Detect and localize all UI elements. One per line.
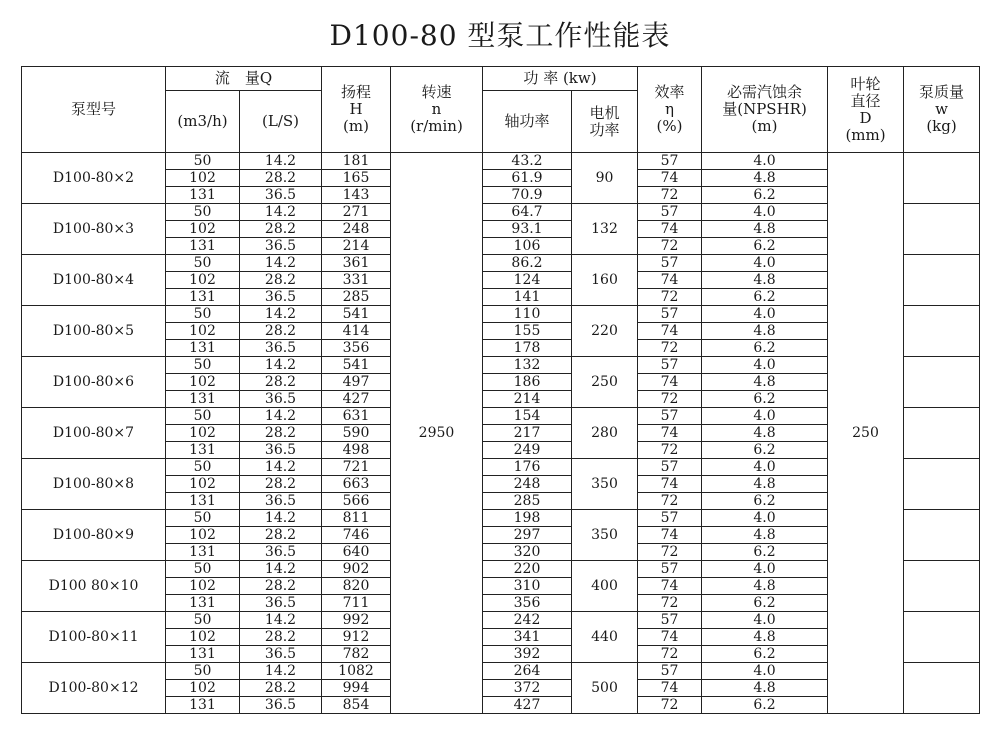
head-cell: 566 — [322, 493, 391, 510]
flow-ls-cell: 36.5 — [240, 187, 322, 204]
shaft-power-cell: 124 — [483, 272, 572, 289]
flow-ls-cell: 28.2 — [240, 374, 322, 391]
head-cell: 721 — [322, 459, 391, 476]
flow-ls-cell: 14.2 — [240, 459, 322, 476]
efficiency-cell: 72 — [638, 697, 702, 714]
header-npsh-line2: 量(NPSHR) — [722, 100, 807, 118]
head-cell: 248 — [322, 221, 391, 238]
performance-table — [21, 66, 980, 714]
motor-power-cell: 350 — [572, 510, 638, 561]
efficiency-cell: 72 — [638, 493, 702, 510]
efficiency-cell: 57 — [638, 204, 702, 221]
flow-ls-cell: 14.2 — [240, 561, 322, 578]
head-cell: 994 — [322, 680, 391, 697]
table-body — [22, 153, 980, 714]
flow-m3h-cell: 131 — [166, 289, 240, 306]
flow-m3h-cell: 131 — [166, 187, 240, 204]
flow-m3h-cell: 131 — [166, 493, 240, 510]
flow-ls-cell: 36.5 — [240, 544, 322, 561]
flow-m3h-cell: 50 — [166, 255, 240, 272]
head-cell: 271 — [322, 204, 391, 221]
flow-m3h-cell: 102 — [166, 221, 240, 238]
npshr-cell: 4.8 — [702, 680, 828, 697]
page-title: D100-80 型泵工作性能表 — [329, 19, 671, 52]
head-cell: 541 — [322, 357, 391, 374]
mass-cell — [904, 612, 980, 663]
flow-m3h-cell: 131 — [166, 544, 240, 561]
npshr-cell: 4.8 — [702, 629, 828, 646]
head-cell: 165 — [322, 170, 391, 187]
header-eff-line2: η — [665, 100, 675, 118]
head-cell: 143 — [322, 187, 391, 204]
header-shaft-power: 轴功率 — [483, 91, 572, 153]
pump-model-cell: D100-80×3 — [22, 204, 166, 255]
header-motor-line2: 功率 — [589, 120, 620, 139]
flow-m3h-cell: 131 — [166, 442, 240, 459]
flow-ls-cell: 36.5 — [240, 697, 322, 714]
header-mass-line2: w — [935, 100, 948, 118]
flow-ls-cell: 28.2 — [240, 680, 322, 697]
efficiency-cell: 72 — [638, 289, 702, 306]
head-cell: 902 — [322, 561, 391, 578]
head-cell: 497 — [322, 374, 391, 391]
flow-m3h-cell: 50 — [166, 204, 240, 221]
efficiency-cell: 74 — [638, 221, 702, 238]
header-imp-line1: 叶轮 — [850, 74, 881, 93]
flow-ls-cell: 36.5 — [240, 646, 322, 663]
table-header — [22, 67, 980, 153]
flow-ls-cell: 14.2 — [240, 255, 322, 272]
npshr-cell: 4.0 — [702, 663, 828, 680]
flow-m3h-cell: 131 — [166, 697, 240, 714]
table-row — [22, 153, 980, 170]
flow-ls-cell: 14.2 — [240, 663, 322, 680]
npshr-cell: 4.0 — [702, 204, 828, 221]
shaft-power-cell: 176 — [483, 459, 572, 476]
npshr-cell: 4.0 — [702, 357, 828, 374]
flow-ls-cell: 28.2 — [240, 272, 322, 289]
flow-m3h-cell: 102 — [166, 578, 240, 595]
shaft-power-cell: 356 — [483, 595, 572, 612]
flow-m3h-cell: 50 — [166, 306, 240, 323]
flow-m3h-cell: 50 — [166, 408, 240, 425]
efficiency-cell: 72 — [638, 595, 702, 612]
head-cell: 992 — [322, 612, 391, 629]
shaft-power-cell: 106 — [483, 238, 572, 255]
flow-m3h-cell: 131 — [166, 340, 240, 357]
npshr-cell: 4.8 — [702, 323, 828, 340]
head-cell: 711 — [322, 595, 391, 612]
head-cell: 746 — [322, 527, 391, 544]
pump-model-cell: D100-80×2 — [22, 153, 166, 204]
head-cell: 498 — [322, 442, 391, 459]
header-speed-line3: (r/min) — [410, 117, 463, 135]
shaft-power-cell: 248 — [483, 476, 572, 493]
flow-ls-cell: 36.5 — [240, 595, 322, 612]
flow-ls-cell: 36.5 — [240, 289, 322, 306]
npshr-cell: 4.0 — [702, 510, 828, 527]
mass-cell — [904, 153, 980, 204]
npshr-cell: 4.0 — [702, 459, 828, 476]
efficiency-cell: 72 — [638, 544, 702, 561]
shaft-power-cell: 297 — [483, 527, 572, 544]
shaft-power-cell: 242 — [483, 612, 572, 629]
head-cell: 1082 — [322, 663, 391, 680]
efficiency-cell: 72 — [638, 442, 702, 459]
motor-power-cell: 500 — [572, 663, 638, 714]
npshr-cell: 4.8 — [702, 272, 828, 289]
shaft-power-cell: 220 — [483, 561, 572, 578]
npshr-cell: 4.0 — [702, 255, 828, 272]
mass-cell — [904, 357, 980, 408]
motor-power-cell: 400 — [572, 561, 638, 612]
flow-ls-cell: 14.2 — [240, 306, 322, 323]
header-head-line2: H — [349, 100, 363, 118]
shaft-power-cell: 310 — [483, 578, 572, 595]
flow-ls-cell: 14.2 — [240, 510, 322, 527]
efficiency-cell: 57 — [638, 561, 702, 578]
efficiency-cell: 74 — [638, 272, 702, 289]
header-speed-line2: n — [431, 100, 442, 118]
npshr-cell: 4.8 — [702, 527, 828, 544]
npshr-cell: 6.2 — [702, 442, 828, 459]
flow-m3h-cell: 102 — [166, 680, 240, 697]
flow-ls-cell: 14.2 — [240, 357, 322, 374]
header-flow-m3h: (m3/h) — [166, 91, 240, 153]
impeller-cell: 250 — [828, 153, 904, 714]
header-eff-line1: 效率 — [654, 83, 685, 101]
shaft-power-cell: 427 — [483, 697, 572, 714]
efficiency-cell: 57 — [638, 408, 702, 425]
npshr-cell: 4.8 — [702, 425, 828, 442]
efficiency-cell: 72 — [638, 187, 702, 204]
npshr-cell: 6.2 — [702, 544, 828, 561]
flow-ls-cell: 28.2 — [240, 425, 322, 442]
pump-model-cell: D100-80×12 — [22, 663, 166, 714]
shaft-power-cell: 217 — [483, 425, 572, 442]
efficiency-cell: 57 — [638, 510, 702, 527]
flow-ls-cell: 36.5 — [240, 493, 322, 510]
shaft-power-cell: 43.2 — [483, 153, 572, 170]
flow-ls-cell: 14.2 — [240, 408, 322, 425]
efficiency-cell: 57 — [638, 255, 702, 272]
flow-m3h-cell: 102 — [166, 374, 240, 391]
flow-ls-cell: 28.2 — [240, 476, 322, 493]
flow-m3h-cell: 131 — [166, 391, 240, 408]
header-power: 功 率 (kw) — [483, 67, 638, 91]
npshr-cell: 4.8 — [702, 578, 828, 595]
header-flow: 流 量Q — [166, 67, 322, 91]
flow-m3h-cell: 102 — [166, 527, 240, 544]
mass-cell — [904, 459, 980, 510]
motor-power-cell: 90 — [572, 153, 638, 204]
npshr-cell: 6.2 — [702, 697, 828, 714]
speed-cell: 2950 — [391, 153, 483, 714]
shaft-power-cell: 264 — [483, 663, 572, 680]
npshr-cell: 6.2 — [702, 493, 828, 510]
head-cell: 181 — [322, 153, 391, 170]
motor-power-cell: 160 — [572, 255, 638, 306]
shaft-power-cell: 178 — [483, 340, 572, 357]
efficiency-cell: 57 — [638, 663, 702, 680]
motor-power-cell: 280 — [572, 408, 638, 459]
flow-ls-cell: 28.2 — [240, 629, 322, 646]
flow-m3h-cell: 50 — [166, 561, 240, 578]
head-cell: 631 — [322, 408, 391, 425]
efficiency-cell: 72 — [638, 238, 702, 255]
header-model: 泵型号 — [22, 67, 166, 153]
motor-power-cell: 440 — [572, 612, 638, 663]
flow-m3h-cell: 131 — [166, 595, 240, 612]
npshr-cell: 4.0 — [702, 561, 828, 578]
head-cell: 854 — [322, 697, 391, 714]
flow-ls-cell: 28.2 — [240, 323, 322, 340]
efficiency-cell: 57 — [638, 459, 702, 476]
mass-cell — [904, 663, 980, 714]
flow-m3h-cell: 50 — [166, 357, 240, 374]
head-cell: 663 — [322, 476, 391, 493]
head-cell: 811 — [322, 510, 391, 527]
flow-m3h-cell: 131 — [166, 238, 240, 255]
shaft-power-cell: 341 — [483, 629, 572, 646]
shaft-power-cell: 155 — [483, 323, 572, 340]
npshr-cell: 4.8 — [702, 476, 828, 493]
head-cell: 640 — [322, 544, 391, 561]
header-flow-ls: (L/S) — [240, 91, 322, 153]
shaft-power-cell: 86.2 — [483, 255, 572, 272]
head-cell: 590 — [322, 425, 391, 442]
flow-m3h-cell: 50 — [166, 153, 240, 170]
flow-ls-cell: 36.5 — [240, 442, 322, 459]
shaft-power-cell: 132 — [483, 357, 572, 374]
mass-cell — [904, 306, 980, 357]
header-impeller — [828, 67, 904, 153]
flow-m3h-cell: 131 — [166, 646, 240, 663]
header-mass-line1: 泵质量 — [919, 83, 965, 101]
header-motor-line1: 电机 — [589, 103, 620, 122]
pump-model-cell: D100-80×5 — [22, 306, 166, 357]
header-mass — [904, 67, 980, 153]
motor-power-cell: 350 — [572, 459, 638, 510]
npshr-cell: 6.2 — [702, 289, 828, 306]
header-npsh-line1: 必需汽蚀余 — [727, 83, 803, 101]
flow-ls-cell: 36.5 — [240, 238, 322, 255]
flow-ls-cell: 14.2 — [240, 153, 322, 170]
npshr-cell: 6.2 — [702, 187, 828, 204]
mass-cell — [904, 204, 980, 255]
shaft-power-cell: 110 — [483, 306, 572, 323]
head-cell: 541 — [322, 306, 391, 323]
npshr-cell: 6.2 — [702, 340, 828, 357]
shaft-power-cell: 141 — [483, 289, 572, 306]
npshr-cell: 4.0 — [702, 612, 828, 629]
shaft-power-cell: 154 — [483, 408, 572, 425]
head-cell: 285 — [322, 289, 391, 306]
mass-cell — [904, 561, 980, 612]
head-cell: 427 — [322, 391, 391, 408]
pump-model-cell: D100-80×4 — [22, 255, 166, 306]
motor-power-cell: 250 — [572, 357, 638, 408]
efficiency-cell: 57 — [638, 612, 702, 629]
npshr-cell: 6.2 — [702, 238, 828, 255]
shaft-power-cell: 320 — [483, 544, 572, 561]
efficiency-cell: 74 — [638, 476, 702, 493]
flow-ls-cell: 28.2 — [240, 527, 322, 544]
pump-model-cell: D100-80×6 — [22, 357, 166, 408]
header-imp-line3: D — [859, 108, 872, 127]
efficiency-cell: 57 — [638, 306, 702, 323]
flow-ls-cell: 36.5 — [240, 340, 322, 357]
npshr-cell: 4.8 — [702, 170, 828, 187]
flow-ls-cell: 28.2 — [240, 578, 322, 595]
shaft-power-cell: 70.9 — [483, 187, 572, 204]
shaft-power-cell: 64.7 — [483, 204, 572, 221]
flow-ls-cell: 28.2 — [240, 170, 322, 187]
efficiency-cell: 72 — [638, 340, 702, 357]
head-cell: 214 — [322, 238, 391, 255]
efficiency-cell: 74 — [638, 527, 702, 544]
flow-ls-cell: 14.2 — [240, 612, 322, 629]
pump-model-cell: D100-80×11 — [22, 612, 166, 663]
efficiency-cell: 74 — [638, 578, 702, 595]
header-mass-line3: (kg) — [926, 117, 957, 135]
shaft-power-cell: 198 — [483, 510, 572, 527]
motor-power-cell: 220 — [572, 306, 638, 357]
shaft-power-cell: 61.9 — [483, 170, 572, 187]
flow-m3h-cell: 102 — [166, 425, 240, 442]
flow-m3h-cell: 102 — [166, 272, 240, 289]
head-cell: 912 — [322, 629, 391, 646]
header-npshr — [702, 67, 828, 153]
efficiency-cell: 74 — [638, 425, 702, 442]
flow-m3h-cell: 102 — [166, 170, 240, 187]
flow-ls-cell: 14.2 — [240, 204, 322, 221]
pump-model-cell: D100-80×9 — [22, 510, 166, 561]
header-eff-line3: (%) — [656, 117, 683, 135]
flow-ls-cell: 36.5 — [240, 391, 322, 408]
efficiency-cell: 57 — [638, 153, 702, 170]
flow-ls-cell: 28.2 — [240, 221, 322, 238]
header-motor-power — [572, 91, 638, 153]
header-head-line1: 扬程 — [340, 83, 371, 101]
head-cell: 782 — [322, 646, 391, 663]
mass-cell — [904, 255, 980, 306]
npshr-cell: 4.0 — [702, 306, 828, 323]
efficiency-cell: 74 — [638, 680, 702, 697]
header-efficiency — [638, 67, 702, 153]
shaft-power-cell: 372 — [483, 680, 572, 697]
npshr-cell: 6.2 — [702, 391, 828, 408]
npshr-cell: 4.0 — [702, 153, 828, 170]
motor-power-cell: 132 — [572, 204, 638, 255]
pump-model-cell: D100-80×7 — [22, 408, 166, 459]
npshr-cell: 4.0 — [702, 408, 828, 425]
head-cell: 356 — [322, 340, 391, 357]
head-cell: 361 — [322, 255, 391, 272]
npshr-cell: 4.8 — [702, 374, 828, 391]
shaft-power-cell: 93.1 — [483, 221, 572, 238]
flow-m3h-cell: 102 — [166, 476, 240, 493]
pump-model-cell: D100 80×10 — [22, 561, 166, 612]
header-speed-line1: 转速 — [421, 83, 452, 101]
efficiency-cell: 74 — [638, 323, 702, 340]
flow-m3h-cell: 102 — [166, 629, 240, 646]
shaft-power-cell: 186 — [483, 374, 572, 391]
header-imp-line2: 直径 — [850, 91, 881, 110]
header-npsh-line3: (m) — [751, 117, 778, 135]
efficiency-cell: 74 — [638, 629, 702, 646]
header-speed — [391, 67, 483, 153]
head-cell: 414 — [322, 323, 391, 340]
efficiency-cell: 72 — [638, 646, 702, 663]
efficiency-cell: 74 — [638, 170, 702, 187]
flow-m3h-cell: 50 — [166, 510, 240, 527]
head-cell: 820 — [322, 578, 391, 595]
flow-m3h-cell: 50 — [166, 459, 240, 476]
mass-cell — [904, 510, 980, 561]
shaft-power-cell: 249 — [483, 442, 572, 459]
shaft-power-cell: 285 — [483, 493, 572, 510]
pump-model-cell: D100-80×8 — [22, 459, 166, 510]
flow-m3h-cell: 102 — [166, 323, 240, 340]
flow-m3h-cell: 50 — [166, 612, 240, 629]
npshr-cell: 6.2 — [702, 595, 828, 612]
shaft-power-cell: 214 — [483, 391, 572, 408]
flow-m3h-cell: 50 — [166, 663, 240, 680]
efficiency-cell: 72 — [638, 391, 702, 408]
header-head-line3: (m) — [343, 117, 369, 135]
head-cell: 331 — [322, 272, 391, 289]
efficiency-cell: 74 — [638, 374, 702, 391]
efficiency-cell: 57 — [638, 357, 702, 374]
npshr-cell: 6.2 — [702, 646, 828, 663]
npshr-cell: 4.8 — [702, 221, 828, 238]
shaft-power-cell: 392 — [483, 646, 572, 663]
header-imp-line4: (mm) — [845, 125, 886, 144]
mass-cell — [904, 408, 980, 459]
header-head — [322, 67, 391, 153]
